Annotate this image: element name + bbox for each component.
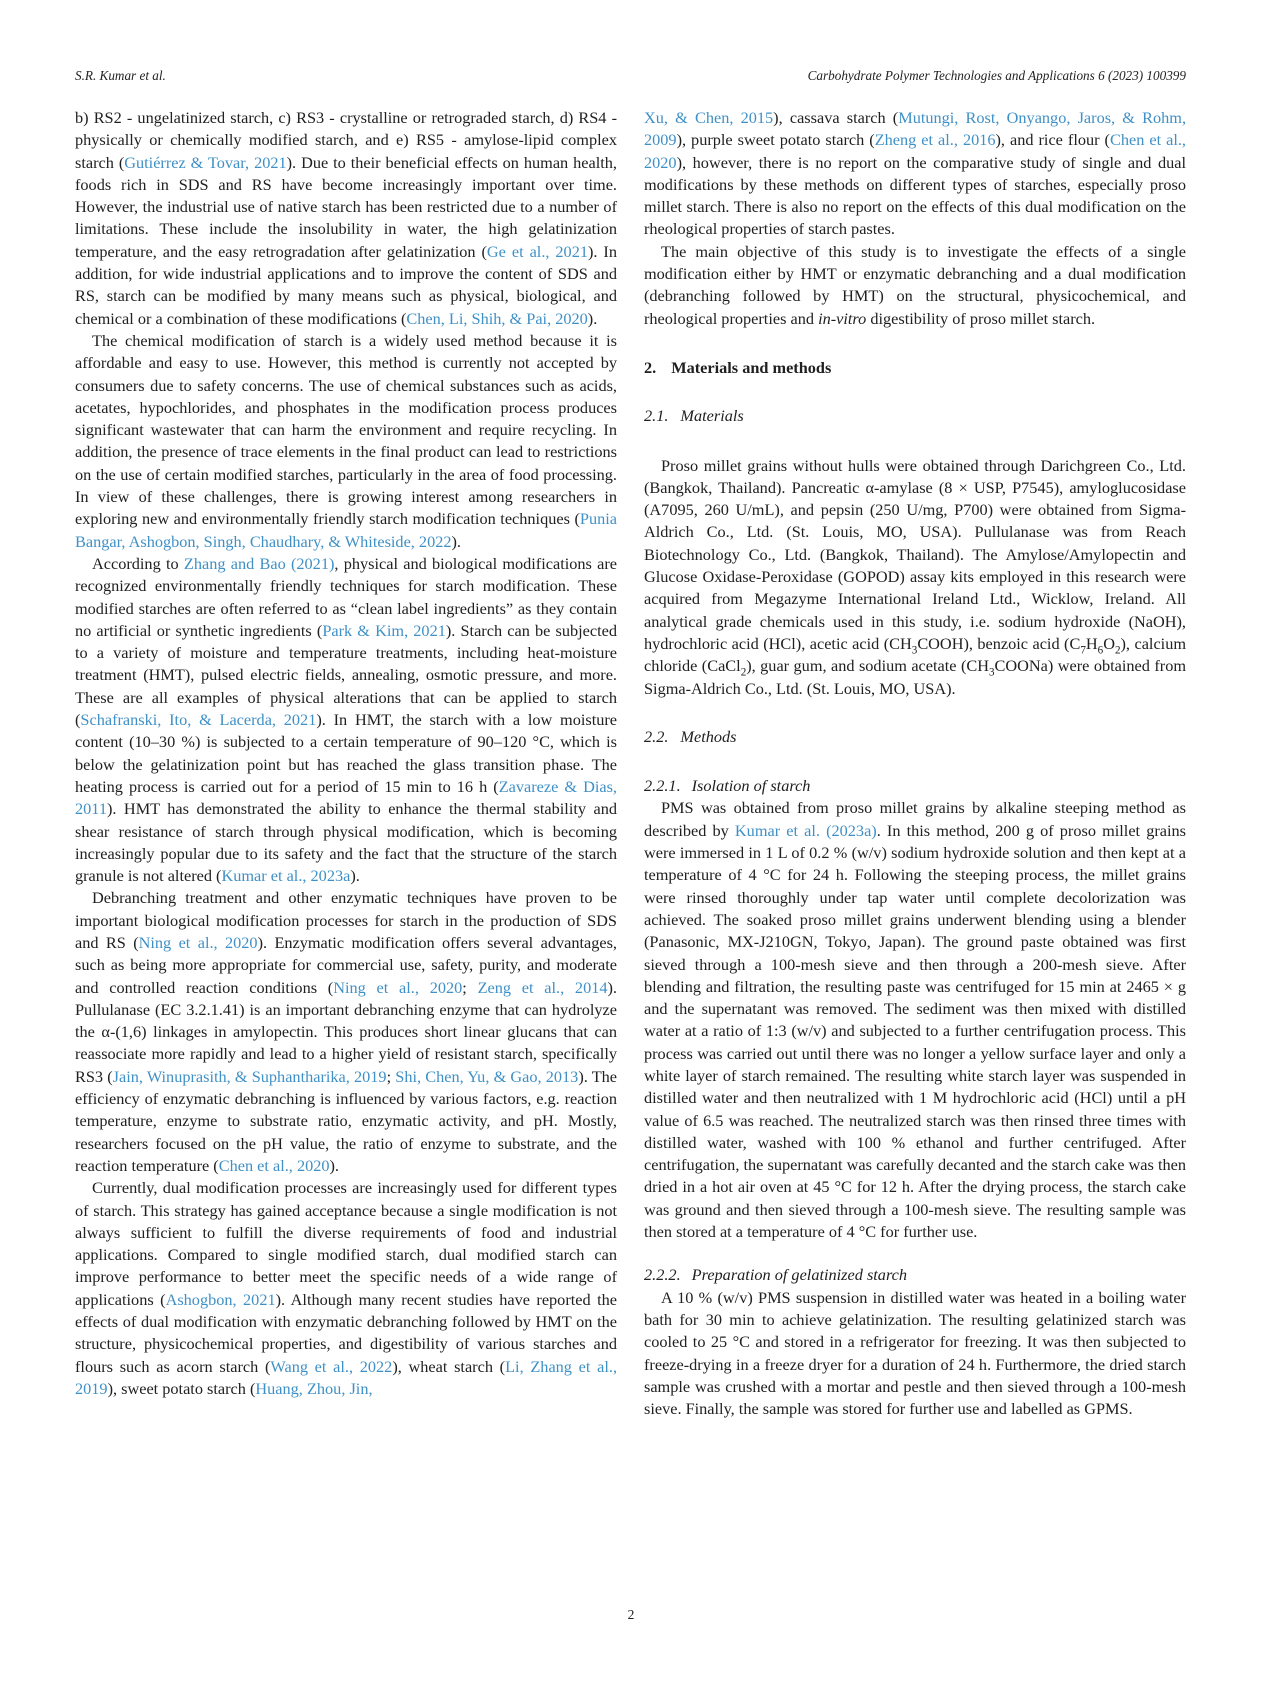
subscript: 2 — [1114, 644, 1121, 657]
citation-link[interactable]: Shi, Chen, Yu, & Gao, 2013 — [395, 1066, 579, 1086]
citation-link[interactable]: Schafranski, Ito, & Lacerda, 2021 — [80, 710, 317, 730]
section-title: Materials — [680, 406, 744, 426]
citation-link[interactable]: Wang et al., 2022 — [270, 1356, 393, 1376]
subscript: 3 — [911, 644, 918, 657]
section-heading-2-2-1 — [644, 775, 1186, 797]
section-title: Preparation of gelatinized starch — [691, 1265, 908, 1285]
running-header — [75, 68, 1186, 84]
paragraph: According to Zhang and Bao (2021), physical and biological modifications are recognized environmentally friendly techniques for starch modification. These modified starches are often referred to as “clean label ingredients” as they contain no artificial or synthetic ingredients (Park & Kim, 2021). Starch can be subjected to a variety of moisture and temperature treatments, including heat-moisture treatment (HMT), pulsed electric fields, annealing, osmotic pressure, and more. These are all examples of physical alterations that can be applied to starch (Schafranski, Ito, & Lacerda, 2021). In HMT, the starch with a low moisture content (10–30 %) is subjected to a certain temperature of 90–120 °C, which is below the gelatinization point but has reached the glass transition phase. The heating process is carried out for a period of 15 min to 16 h (Zavareze & Dias, 2011). HMT has demonstrated the ability to enhance the thermal stability and shear resistance of starch through physical modification, which is becoming increasingly popular due to its safety and the fact that the structure of the starch granule is not altered (Kumar et al., 2023a). — [75, 553, 618, 886]
citation-link[interactable]: Ning et al., 2020 — [138, 932, 258, 952]
citation-link[interactable]: Kumar et al. (2023a) — [734, 820, 877, 840]
citation-link[interactable]: Gutiérrez & Tovar, 2021 — [124, 152, 287, 172]
header-journal-title: Carbohydrate Polymer Technologies and Applications 6 (2023) 100399 — [807, 68, 1186, 83]
right-column — [644, 107, 1186, 1420]
citation-link[interactable]: Xu, & Chen, 2015 — [644, 108, 774, 127]
citation-link[interactable]: Chen et al., 2020 — [218, 1155, 330, 1175]
paragraph: b) RS2 - ungelatinized starch, c) RS3 - crystalline or retrograded starch, d) RS4 - physically or chemically modified starch, and e) RS5 - amylose-lipid complex starch (Gutiérrez & Tovar, 2021). Due to their beneficial effects on human health, foods rich in SDS and RS have become increasingly important over time. However, the industrial use of native starch has been restricted due to a number of limitations. These include the insolubility in water, the high gelatinization temperature, and the easy retrogradation after gelatinization (Ge et al., 2021). In addition, for wide industrial applications and to improve the content of SDS and RS, starch can be modified by many means such as physical, biological, and chemical or a combination of these modifications (Chen, Li, Shih, & Pai, 2020). — [75, 108, 617, 328]
subscript: 7 — [1080, 644, 1086, 657]
section-heading-2-1 — [644, 405, 1186, 427]
citation-link[interactable]: Chen, Li, Shih, & Pai, 2020 — [406, 308, 588, 328]
section-title: Materials and methods — [671, 357, 832, 377]
left-column — [75, 107, 617, 1420]
citation-link[interactable]: Ge et al., 2021 — [486, 241, 588, 261]
section-heading-2-2-2 — [644, 1264, 1186, 1286]
header-author: S.R. Kumar et al. — [75, 68, 166, 83]
paragraph: A 10 % (w/v) PMS suspension in distilled water was heated in a boiling water bath for 30 min to achieve gelatinization. The resulting gelatinized starch was cooled to 25 °C and stored in a refrigerator for freezing. It was then subjected to freeze-drying in a freeze dryer for a duration of 24 h. Furthermore, the dried starch sample was crushed with a mortar and pestle and then sieved through a 100-mesh sieve. Finally, the sample was stored for further use and labelled as GPMS. — [644, 1287, 1186, 1419]
citation-link[interactable]: Zheng et al., 2016 — [874, 130, 996, 150]
section-number: 2.2.1. — [644, 776, 681, 796]
paragraph: The chemical modification of starch is a widely used method because it is affordable and easy to use. However, this method is currently not accepted by consumers due to safety concerns. The use of chemical substances such as acids, acetates, hypochlorides, and phosphates in the modification process produces significant wastewater that can harm the environment and require recycling. In addition, the presence of trace elements in the final product can lead to restrictions on the use of certain modified starches, particularly in the area of food processing. In view of these challenges, there is growing interest among researchers in exploring new and environmentally friendly starch modification techniques (Punia Bangar, Ashogbon, Singh, Chaudhary, & Whiteside, 2022). — [75, 330, 617, 551]
section-heading-2 — [644, 357, 1186, 379]
two-column-body — [75, 107, 1186, 1420]
section-heading-2-2 — [644, 726, 1186, 748]
section-title: Isolation of starch — [691, 776, 811, 796]
citation-link[interactable]: Park & Kim, 2021 — [322, 620, 446, 640]
section-number: 2.1. — [644, 406, 669, 426]
section-title: Methods — [680, 726, 737, 746]
citation-link[interactable]: Chen et al., 2020 — [644, 130, 1186, 172]
section-number: 2.2.2. — [644, 1265, 681, 1285]
paragraph: PMS was obtained from proso millet grains by alkaline steeping method as described by Kumar et al. (2023a). In this method, 200 g of proso millet grains were immersed in 1 L of 0.2 % (w/v) sodium hydroxide solution and then kept at a temperature of 4 °C for 24 h. Following the steeping process, the millet grains were rinsed thoroughly under tap water until complete decolorization was achieved. The soaked proso millet grains underwent blending using a blender (Panasonic, MX-J210GN, Tokyo, Japan). The ground paste obtained was first sieved through a 100-mesh sieve and then through a 200-mesh sieve. After blending and filtration, the resulting paste was centrifuged for 15 min at 2465 × g and the supernatant was removed. The sediment was then mixed with distilled water at a ratio of 1:3 (w/v) and subjected to a further centrifugation process. This process was carried out until there was no longer a yellow surface layer and only a white layer of starch remained. The resulting white starch layer was suspended in distilled water and then neutralized with 1 M hydrochloric acid (HCl) until a pH value of 6.5 was reached. The neutralized starch was then rinsed three times with distilled water, washed with 100 % ethanol and further centrifuged. After centrifugation, the supernatant was carefully decanted and the starch cake was then dried in a hot air oven at 45 °C for 12 h. After the drying process, the starch cake was ground and then sieved through a 100-mesh sieve. The resulting sample was then stored at a temperature of 4 °C for further use. — [644, 798, 1186, 1242]
citation-link[interactable]: Zavareze & Dias, 2011 — [75, 776, 617, 819]
citation-link[interactable]: Mutungi, Rost, Onyango, Jaros, & Rohm, 2009 — [644, 108, 1187, 150]
citation-link[interactable]: Jain, Winuprasith, & Suphantharika, 2019 — [112, 1066, 387, 1086]
citation-link[interactable]: Li, Zhang et al., 2019 — [75, 1356, 618, 1398]
paragraph: Proso millet grains without hulls were obtained through Darichgreen Co., Ltd. (Bangkok, Thailand). Pancreatic α-amylase (8 × USP, P7545), amyloglucosidase (A7095, 260 U/mL), and pepsin (250 U/mg, P700) were obtained from Sigma-Aldrich Co., Ltd. (St. Louis, MO, USA). Pullulanase was from Reach Biotechnology Co., Ltd. (Bangkok, Thailand). The Amylose/Amylopectin and Glucose Oxidase-Peroxidase (GOPOD) assay kits employed in this research were acquired from Megazyme International Ireland Ltd., Wicklow, Ireland. All analytical grade chemicals used in this study, i.e. sodium hydroxide (NaOH), hydrochloric acid (HCl), acetic acid $(CH_3COOH)$, benzoic acid $(C_7H_6O_2)$, calcium chloride (CaCl$_2$), guar gum, and sodium acetate $(CH_3COONa)$ were obtained from Sigma-Aldrich Co., Ltd. (St. Louis, MO, USA). — [644, 455, 1186, 698]
page-number: 2 — [627, 1607, 635, 1622]
citation-link[interactable]: Huang, Zhou, Jin, — [255, 1378, 373, 1398]
paragraph: Xu, & Chen, 2015), cassava starch (Mutungi, Rost, Onyango, Jaros, & Rohm, 2009), purple sweet potato starch (Zheng et al., 2016), and rice flour (Chen et al., 2020), however, there is no report on the comparative study of single and dual modifications by these methods on different types of starches, especially proso millet starch. There is also no report on the effects of this dual modification on the rheological properties of starch pastes. — [644, 108, 1187, 239]
citation-link[interactable]: Zhang and Bao (2021) — [183, 553, 335, 573]
paragraph: Currently, dual modification processes are increasingly used for different types of starch. This strategy has gained acceptance because a single modification is not always sufficient to fulfill the diverse requirements of food and industrial applications. Compared to single modified starch, dual modified starch can improve performance to better meet the specific needs of a wide range of applications (Ashogbon, 2021). Although many recent studies have reported the effects of dual modification with enzymatic debranching followed by HMT on the structure, physicochemical properties, and digestibility of various starches and flours such as acorn starch (Wang et al., 2022), wheat starch (Li, Zhang et al., 2019), sweet potato starch (Huang, Zhou, Jin, — [75, 1178, 618, 1398]
section-number: 2.2. — [644, 726, 669, 746]
subscript: 2 — [740, 666, 747, 679]
paragraph: The main objective of this study is to investigate the effects of a single modification either by HMT or enzymatic debranching and a dual modification (debranching followed by HMT) on the structural, physicochemical, and rheological properties and in-vitro digestibility of proso millet starch. — [644, 241, 1186, 328]
section-number: 2. — [644, 357, 657, 377]
subscript: 6 — [1097, 644, 1104, 657]
citation-link[interactable]: Ashogbon, 2021 — [165, 1289, 276, 1309]
citation-link[interactable]: Kumar et al., 2023a — [221, 866, 351, 886]
subscript: 3 — [989, 666, 995, 679]
inline-italic: in-vitro — [818, 308, 867, 328]
citation-link[interactable]: Punia Bangar, Ashogbon, Singh, Chaudhary, & Whiteside, 2022 — [75, 509, 617, 551]
citation-link[interactable]: Zeng et al., 2014 — [477, 977, 608, 997]
paragraph: Debranching treatment and other enzymatic techniques have proven to be important biological modification processes for starch in the production of SDS and RS (Ning et al., 2020). Enzymatic modification offers several advantages, such as being more appropriate for commercial use, safety, purity, and moderate and controlled reaction conditions (Ning et al., 2020; Zeng et al., 2014). Pullulanase (EC 3.2.1.41) is an important debranching enzyme that can hydrolyze the α-(1,6) linkages in amylopectin. This produces short linear glucans that can reassociate more rapidly and lead to a higher yield of resistant starch, specifically RS3 (Jain, Winuprasith, & Suphantharika, 2019; Shi, Chen, Yu, & Gao, 2013). The efficiency of enzymatic debranching is influenced by various factors, e.g. reaction temperature, enzyme to substrate ratio, enzymatic activity, and pH. Mostly, researchers focused on the pH value, the ratio of enzyme to substrate, and the reaction temperature (Chen et al., 2020). — [75, 888, 618, 1175]
citation-link[interactable]: Ning et al., 2020 — [333, 977, 463, 997]
